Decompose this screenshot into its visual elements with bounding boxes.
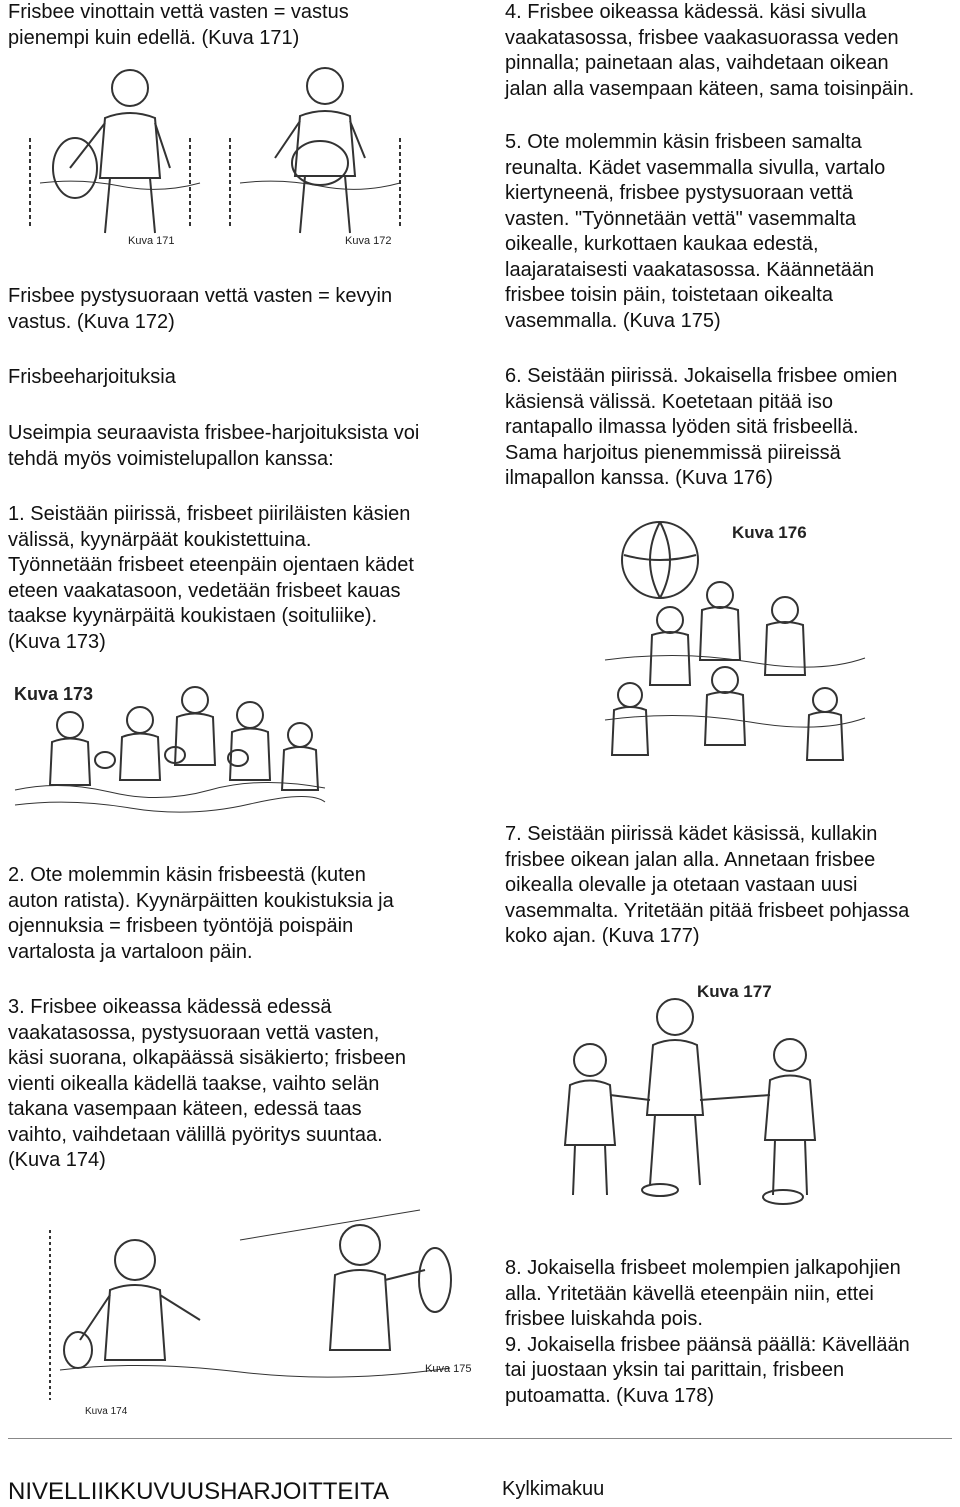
swimmers-with-beach-ball-drawing (600, 510, 870, 780)
footer-section-title: NIVELLIIKKUVUUSHARJOITTEITA (8, 1478, 389, 1505)
exercise-2-text: 2. Ote molemmin käsin frisbeestä (kuten auton ratista). Kyynärpäitten koukistuksia ja ojennuksia = frisbeen työntöjä poispäin vartalosta ja vartaloon päin. (8, 864, 394, 963)
caption-kuva-177: Kuva 177 (697, 982, 772, 1001)
exercise-7-text: 7. Seistään piirissä kädet käsissä, kullakin frisbee oikean jalan alla. Annetaan frisbee oikealla olevalle ja otetaan vastaan uusi vasemmalta. Yritetään pitää frisbeet pohjassa koko ajan. (Kuva 177) (505, 823, 910, 947)
exercise-5-text: 5. Ote molemmin käsin frisbeen samalta reunalta. Kädet vasemmalla sivulla, vartalo kiertyneenä, frisbee pystysuoraan vettä vasten. "Työnnetään vettä" vasemmalta oikealle, kurkottaen kaukaa edestä, laajarataisesti vaakatasossa. Käännetään frisbee toisin päin, toistetaan oikealta vasemmalla. (Kuva 175) (505, 131, 886, 332)
caption-kuva-172: Kuva 172 (345, 235, 392, 247)
footer-divider (8, 1438, 952, 1439)
illustration-kuva-177 (545, 975, 845, 1210)
illustration-kuva-171-172 (20, 58, 410, 253)
illustration-kuva-174-175 (40, 1200, 472, 1425)
caption-kuva-173: Kuva 173 (14, 684, 94, 704)
caption-kuva-176: Kuva 176 (732, 523, 807, 542)
paragraph-frisbee-vinottain: Frisbee vinottain vettä vasten = vastus pienempi kuin edellä. (Kuva 171) (8, 1, 349, 49)
caption-kuva-174: Kuva 174 (85, 1406, 128, 1417)
exercise-6-text: 6. Seistään piirissä. Jokaisella frisbee omien käsiensä välissä. Koetetaan pitää iso rantapallo ilmassa lyöden sitä frisbeellä. Sama harjoitus pienemmissä piireissä ilmapallon kanssa. (Kuva 176) (505, 365, 898, 489)
swimmer-with-frisbee-drawing (40, 1200, 472, 1425)
illustration-kuva-173 (10, 680, 330, 820)
footer-next-section: Kylkimakuu (502, 1478, 605, 1500)
caption-kuva-175: Kuva 175 (425, 1363, 472, 1375)
section-heading-frisbeeharjoituksia: Frisbeeharjoituksia (8, 366, 176, 388)
paragraph-frisbee-pystysuoraan: Frisbee pystysuoraan vettä vasten = kevyin vastus. (Kuva 172) (8, 285, 393, 333)
caption-kuva-171: Kuva 171 (128, 235, 175, 247)
paragraph-intro: Useimpia seuraavista frisbee-harjoituksista voi tehdä myös voimistelupallon kanssa: (8, 422, 420, 470)
swimmers-with-frisbee-drawing (20, 58, 410, 253)
children-holding-hands-drawing (545, 975, 845, 1210)
exercise-1-text: 1. Seistään piirissä, frisbeet piiriläisten käsien välissä, kyynärpäät koukistettuina. Työnnetään frisbeet eteenpäin ojentaen kädet eteen vaakatasoon, vedetään frisbeet kauas taakse kyynärpäitä koukistaen (soituliike). (Kuva 173) (8, 503, 414, 653)
exercise-3-text: 3. Frisbee oikeassa kädessä edessä vaakatasossa, pystysuoraan vettä vasten, käsi suorana, olkapäässä sisäkierto; frisbeen vienti oikealla kädellä taakse, vaihto selän takana vasempaan käteen, edessä taas vaihto, vaihdetaan välillä pyöritys suuntaa. (Kuva 174) (8, 996, 406, 1171)
exercise-8-9-text: 8. Jokaisella frisbeet molempien jalkapohjien alla. Yritetään kävellä eteenpäin niin, ettei frisbee luiskahda pois. 9. Jokaisella frisbee päänsä päällä: Kävellään tai juostaan yksin tai parittain, frisbeen putoamatta. (Kuva 178) (505, 1257, 910, 1407)
exercise-4-text: 4. Frisbee oikeassa kädessä. käsi sivulla vaakatasossa, frisbee vaakasuorassa veden pinnalla; painetaan alas, vaihdetaan oikean jalan alla vasempaan käteen, sama toisinpäin. (505, 1, 915, 100)
circle-of-swimmers-drawing (10, 680, 330, 820)
illustration-kuva-176 (600, 510, 870, 780)
